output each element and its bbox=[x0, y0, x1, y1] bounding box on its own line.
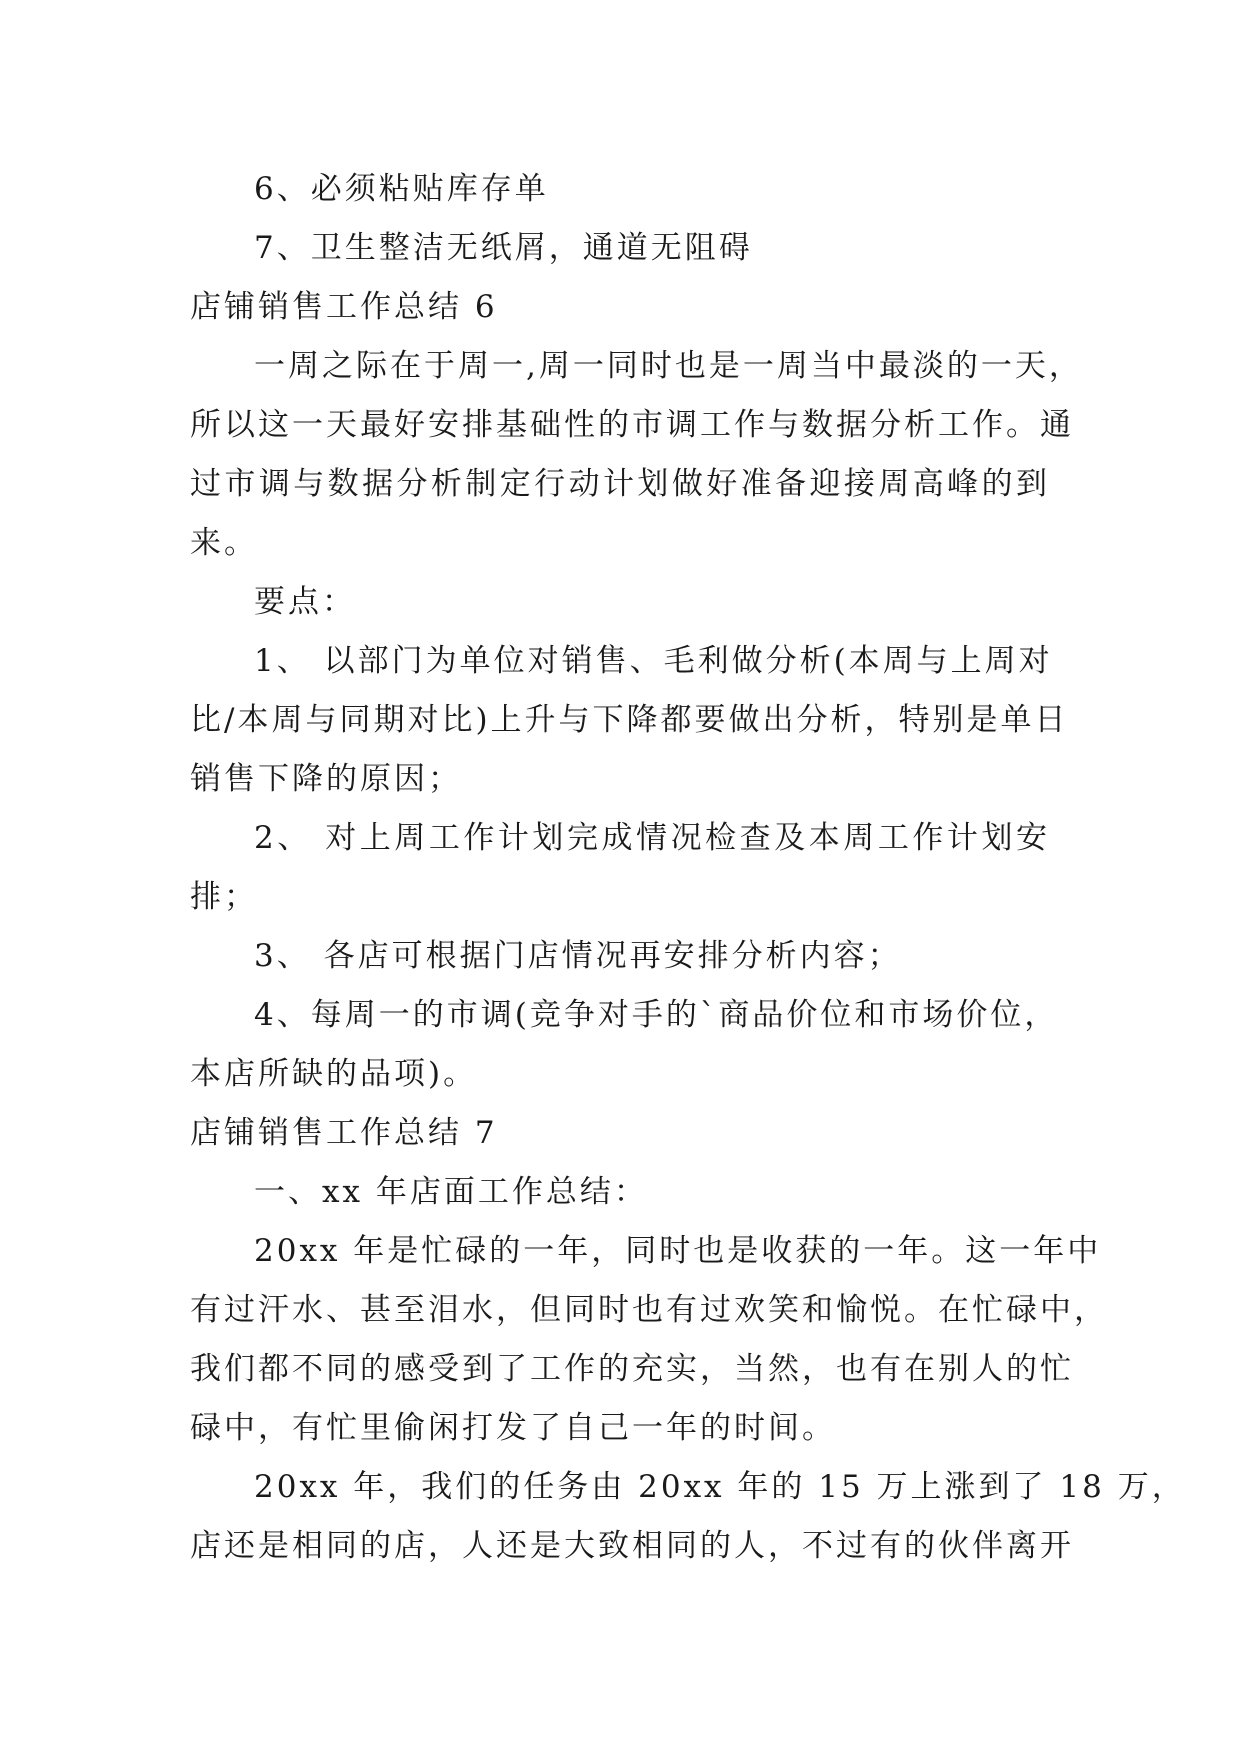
paragraph-line: 20xx 年，我们的任务由 20xx 年的 15 万上涨到了 18 万， bbox=[254, 1469, 1186, 1505]
section-heading-7: 店铺销售工作总结 7 bbox=[190, 1115, 498, 1151]
paragraph-line: 来。 bbox=[190, 525, 258, 561]
list-item-7: 7、卫生整洁无纸屑，通道无阻碍 bbox=[254, 230, 753, 266]
point-3-line: 3、 各店可根据门店情况再安排分析内容； bbox=[254, 938, 902, 974]
paragraph-line: 过市调与数据分析制定行动计划做好准备迎接周高峰的到 bbox=[190, 466, 1050, 502]
point-4-line: 本店所缺的品项)。 bbox=[190, 1056, 478, 1092]
point-2-line: 2、 对上周工作计划完成情况检查及本周工作计划安 bbox=[254, 820, 1050, 856]
point-1-line: 1、 以部门为单位对销售、毛利做分析(本周与上周对 bbox=[254, 643, 1053, 679]
point-2-line: 排； bbox=[190, 879, 258, 915]
point-4-line: 4、每周一的市调(竞争对手的`商品价位和市场价位， bbox=[254, 997, 1059, 1033]
paragraph-line: 有过汗水、甚至泪水，但同时也有过欢笑和愉悦。在忙碌中， bbox=[190, 1292, 1108, 1328]
paragraph-line: 一周之际在于周一,周一同时也是一周当中最淡的一天， bbox=[254, 348, 1083, 384]
point-1-line: 销售下降的原因； bbox=[190, 761, 462, 797]
paragraph-line: 碌中，有忙里偷闲打发了自己一年的时间。 bbox=[190, 1410, 836, 1446]
paragraph-line: 20xx 年是忙碌的一年，同时也是收获的一年。这一年中 bbox=[254, 1233, 1102, 1269]
paragraph-line: 我们都不同的感受到了工作的充实，当然，也有在别人的忙 bbox=[190, 1351, 1074, 1387]
point-1-line: 比/本周与同期对比)上升与下降都要做出分析，特别是单日 bbox=[190, 702, 1069, 738]
paragraph-line: 店还是相同的店，人还是大致相同的人，不过有的伙伴离开 bbox=[190, 1528, 1074, 1564]
section-heading-6: 店铺销售工作总结 6 bbox=[190, 289, 498, 325]
subheading: 一、xx 年店面工作总结： bbox=[254, 1174, 648, 1210]
list-item-6: 6、必须粘贴库存单 bbox=[254, 171, 549, 207]
key-points-label: 要点： bbox=[254, 584, 356, 620]
paragraph-line: 所以这一天最好安排基础性的市调工作与数据分析工作。通 bbox=[190, 407, 1074, 443]
document-page bbox=[190, 160, 1186, 1576]
